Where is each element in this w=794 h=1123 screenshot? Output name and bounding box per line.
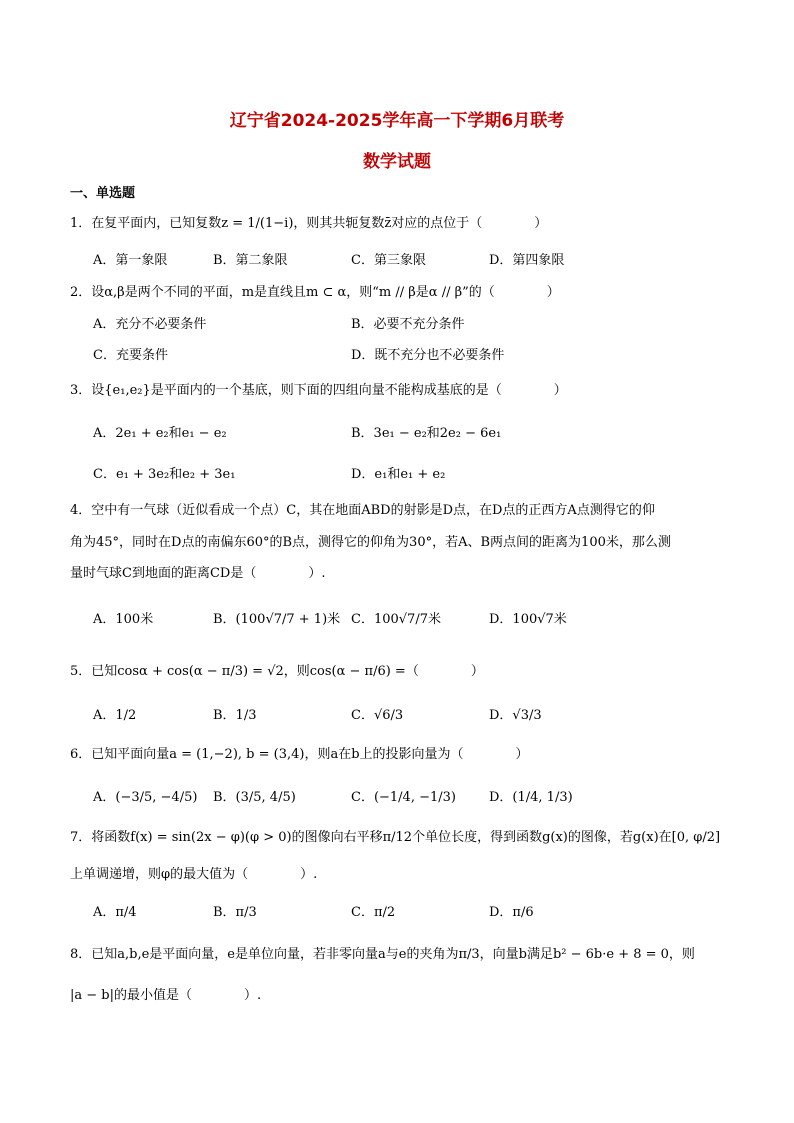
question-8-line-2: |a − b|的最小值是（ ）. xyxy=(70,988,262,1003)
question-8-line-1: 8．已知a,b,e是平面向量，e是单位向量，若非零向量a与e的夹角为π/3，向量b满足b² − 6b·e + 8 = 0，则 xyxy=(70,947,695,962)
q1-option-d: D．第四象限 xyxy=(489,253,565,268)
q3-option-b: B．3e₁ − e₂和2e₂ − 6e₁ xyxy=(351,426,502,441)
question-1-text: 1．在复平面内，已知复数z = 1/(1−i)，则其共轭复数z̄对应的点位于（ ） xyxy=(70,216,548,231)
q2-option-b: B．必要不充分条件 xyxy=(351,317,465,332)
q5-option-b: B．1/3 xyxy=(213,708,257,723)
question-7-line-1: 7．将函数f(x) = sin(2x − φ)(φ > 0)的图像向右平移π/12个单位长度，得到函数g(x)的图像，若g(x)在[0, φ/2] xyxy=(70,830,721,845)
q1-option-b: B．第二象限 xyxy=(213,253,288,268)
q3-option-d: D．e₁和e₁ + e₂ xyxy=(351,467,446,482)
q4-option-b: B．(100√7/7 + 1)米 xyxy=(213,612,341,627)
q2-option-c: C．充要条件 xyxy=(93,348,168,363)
question-5-text: 5．已知cosα + cos(α − π/3) = √2，则cos(α − π/6) =（ ） xyxy=(70,664,484,679)
q1-option-a: A．第一象限 xyxy=(93,253,168,268)
q7-option-a: A．π/4 xyxy=(93,905,137,920)
q3-option-c: C．e₁ + 3e₂和e₂ + 3e₁ xyxy=(93,467,236,482)
q5-option-d: D．√3/3 xyxy=(489,708,542,723)
question-2-text: 2．设α,β是两个不同的平面，m是直线且m ⊂ α，则“m // β是α // β”的（ ） xyxy=(70,285,560,300)
question-7-line-2: 上单调递增，则φ的最大值为（ ）. xyxy=(70,867,318,882)
q7-option-b: B．π/3 xyxy=(213,905,257,920)
q3-option-a: A．2e₁ + e₂和e₁ − e₂ xyxy=(93,426,227,441)
q6-option-b: B．(3/5, 4/5) xyxy=(213,790,296,805)
document-title: 辽宁省2024-2025学年高一下学期6月联考 xyxy=(229,111,565,131)
q6-option-d: D．(1/4, 1/3) xyxy=(489,790,573,805)
section-heading: 一、单选题 xyxy=(70,186,136,201)
q4-option-c: C．100√7/7米 xyxy=(351,612,441,627)
q7-option-d: D．π/6 xyxy=(489,905,534,920)
question-4-line-3: 量时气球C到地面的距离CD是（ ）. xyxy=(70,566,326,581)
q4-option-a: A．100米 xyxy=(93,612,154,627)
question-6-text: 6．已知平面向量a = (1,−2), b = (3,4)，则a在b上的投影向量为（ ） xyxy=(70,747,529,762)
document-subtitle: 数学试题 xyxy=(363,152,431,172)
question-3-text: 3．设{e₁,e₂}是平面内的一个基底，则下面的四组向量不能构成基底的是（ ） xyxy=(70,383,567,398)
q2-option-a: A．充分不必要条件 xyxy=(93,317,207,332)
q4-option-d: D．100√7米 xyxy=(489,612,567,627)
question-4-line-2: 角为45°，同时在D点的南偏东60°的B点，测得它的仰角为30°，若A、B两点间的距离为100米，那么测 xyxy=(70,535,671,550)
q5-option-c: C．√6/3 xyxy=(351,708,404,723)
q1-option-c: C．第三象限 xyxy=(351,253,426,268)
q6-option-a: A．(−3/5, −4/5) xyxy=(93,790,198,805)
q6-option-c: C．(−1/4, −1/3) xyxy=(351,790,456,805)
q7-option-c: C．π/2 xyxy=(351,905,396,920)
question-4-line-1: 4．空中有一气球（近似看成一个点）C，其在地面ABD的射影是D点，在D点的正西方A点测得它的仰 xyxy=(70,503,655,518)
q5-option-a: A．1/2 xyxy=(93,708,137,723)
q2-option-d: D．既不充分也不必要条件 xyxy=(351,348,505,363)
